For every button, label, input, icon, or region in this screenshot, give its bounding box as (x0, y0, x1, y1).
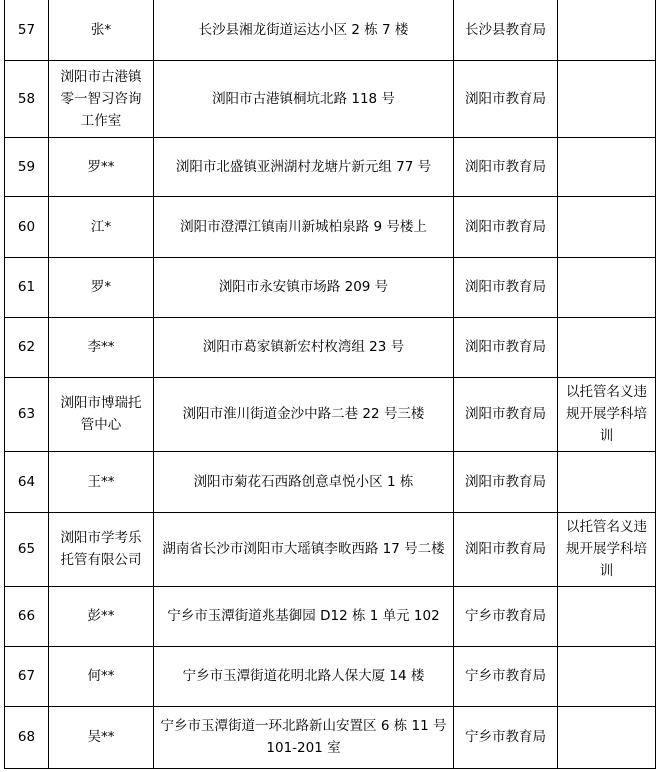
remark (558, 451, 656, 512)
institution-name: 王** (49, 451, 154, 512)
institution-address: 宁乡市玉潭街道一环北路新山安置区 6 栋 11 号 101-201 室 (154, 706, 454, 768)
institution-address: 长沙县湘龙街道运达小区 2 栋 7 楼 (154, 0, 454, 60)
supervising-authority: 浏阳市教育局 (454, 196, 558, 257)
institution-name: 浏阳市古港镇零一智习咨询工作室 (49, 60, 154, 137)
institution-address: 浏阳市菊花石西路创意卓悦小区 1 栋 (154, 451, 454, 512)
institution-address: 浏阳市北盛镇亚洲湖村龙塘片新元组 77 号 (154, 137, 454, 196)
table-row (5, 0, 656, 60)
row-number: 66 (5, 586, 49, 646)
supervising-authority: 宁乡市教育局 (454, 706, 558, 768)
institution-name: 罗** (49, 137, 154, 196)
supervising-authority: 浏阳市教育局 (454, 317, 558, 377)
supervising-authority: 浏阳市教育局 (454, 60, 558, 137)
supervising-authority: 浏阳市教育局 (454, 377, 558, 451)
institution-name: 浏阳市学考乐托管有限公司 (49, 512, 154, 586)
institution-address: 浏阳市澄潭江镇南川新城柏泉路 9 号楼上 (154, 196, 454, 257)
remark (558, 257, 656, 317)
row-number: 65 (5, 512, 49, 586)
remark: 以托管名义违规开展学科培训 (558, 512, 656, 586)
institution-name: 浏阳市博瑞托管中心 (49, 377, 154, 451)
institution-name: 彭** (49, 586, 154, 646)
row-number: 63 (5, 377, 49, 451)
institution-name: 李** (49, 317, 154, 377)
remark (558, 60, 656, 137)
table-row (5, 60, 656, 137)
institution-table (4, 0, 656, 769)
table-row (5, 706, 656, 768)
row-number: 62 (5, 317, 49, 377)
table-row (5, 512, 656, 586)
institution-address: 湖南省长沙市浏阳市大瑶镇李畋西路 17 号二楼 (154, 512, 454, 586)
remark (558, 317, 656, 377)
supervising-authority: 浏阳市教育局 (454, 257, 558, 317)
remark (558, 196, 656, 257)
table-row (5, 196, 656, 257)
institution-name: 张* (49, 0, 154, 60)
supervising-authority: 浏阳市教育局 (454, 512, 558, 586)
remark (558, 706, 656, 768)
institution-address: 浏阳市永安镇市场路 209 号 (154, 257, 454, 317)
table-row (5, 377, 656, 451)
institution-address: 浏阳市葛家镇新宏村枚湾组 23 号 (154, 317, 454, 377)
row-number: 57 (5, 0, 49, 60)
supervising-authority: 浏阳市教育局 (454, 451, 558, 512)
institution-address: 浏阳市淮川街道金沙中路二巷 22 号三楼 (154, 377, 454, 451)
row-number: 61 (5, 257, 49, 317)
table-row (5, 646, 656, 706)
remark (558, 646, 656, 706)
row-number: 68 (5, 706, 49, 768)
remark (558, 137, 656, 196)
remark (558, 586, 656, 646)
institution-address: 宁乡市玉潭街道兆基御园 D12 栋 1 单元 102 (154, 586, 454, 646)
table-row (5, 257, 656, 317)
supervising-authority: 宁乡市教育局 (454, 646, 558, 706)
institution-name: 罗* (49, 257, 154, 317)
row-number: 58 (5, 60, 49, 137)
supervising-authority: 浏阳市教育局 (454, 137, 558, 196)
institution-name: 吴** (49, 706, 154, 768)
table-row (5, 451, 656, 512)
remark: 以托管名义违规开展学科培训 (558, 377, 656, 451)
table-row (5, 137, 656, 196)
institution-address: 宁乡市玉潭街道花明北路人保大厦 14 楼 (154, 646, 454, 706)
institution-name: 江* (49, 196, 154, 257)
table-row (5, 317, 656, 377)
institution-address: 浏阳市古港镇桐坑北路 118 号 (154, 60, 454, 137)
row-number: 59 (5, 137, 49, 196)
table-row (5, 586, 656, 646)
supervising-authority: 长沙县教育局 (454, 0, 558, 60)
row-number: 64 (5, 451, 49, 512)
remark (558, 0, 656, 60)
row-number: 60 (5, 196, 49, 257)
supervising-authority: 宁乡市教育局 (454, 586, 558, 646)
row-number: 67 (5, 646, 49, 706)
institution-name: 何** (49, 646, 154, 706)
